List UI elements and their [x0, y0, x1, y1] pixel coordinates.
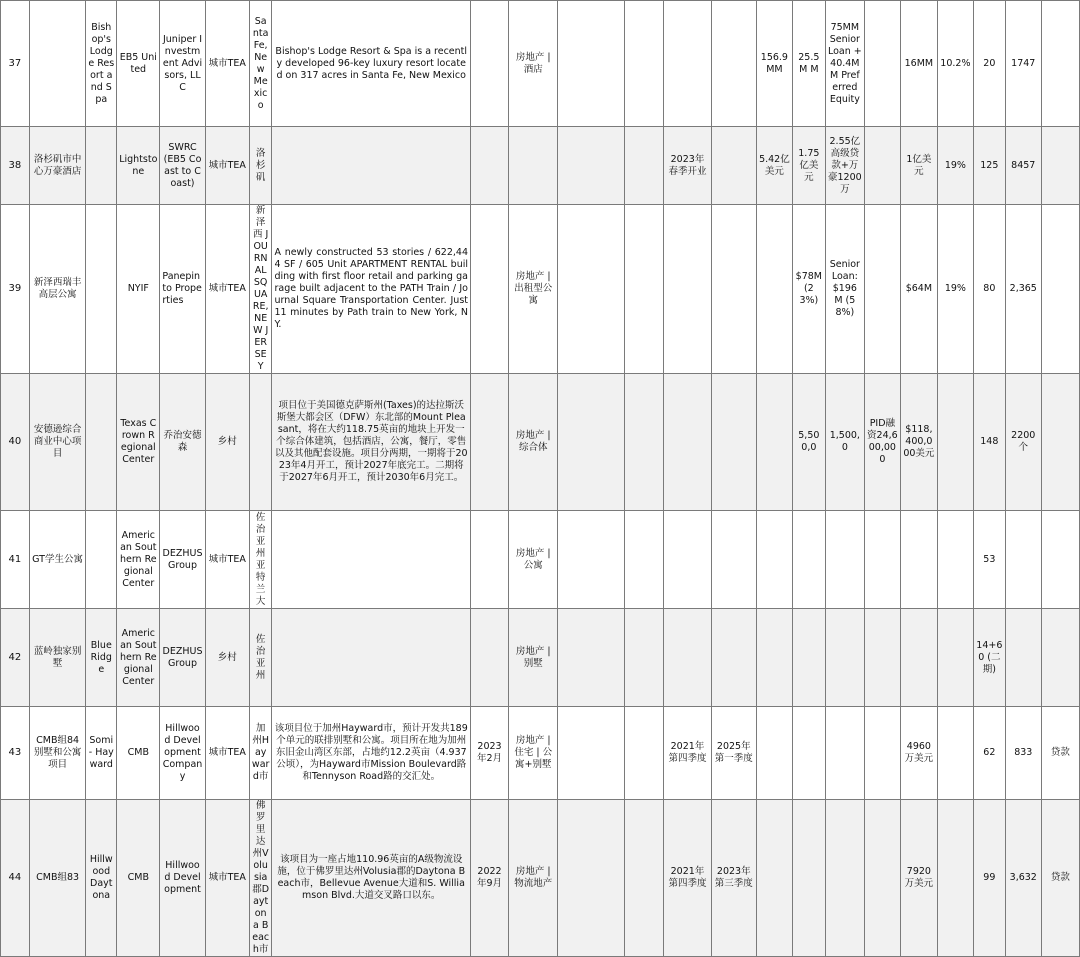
project-description: 项目位于美国德克萨斯州(Taxes)的达拉斯沃斯堡大都会区（DFW）东北部的Mount Pleasant，将在大约118.75英亩的地块上开发一个综合体建筑，包括酒店，公寓，餐厅，零售以及其他配套设施。项目分两期，一期将于2023年4月开工，预计2027年底完工。二期将于2027年6月开工，预计2030年6月完工。	[272, 374, 471, 511]
developer: Juniper Investment Advisors, LLC	[160, 1, 205, 127]
note	[1041, 374, 1079, 511]
rate	[937, 374, 973, 511]
pid-financing	[864, 1, 900, 127]
investor-count: 20	[973, 1, 1005, 127]
total-investment	[756, 511, 792, 609]
table-row	[1, 1, 1080, 127]
raise-amount: 1亿美元	[900, 127, 937, 205]
end-date	[711, 205, 756, 374]
investor-count: 53	[973, 511, 1005, 609]
developer: 乔治安德森	[160, 374, 205, 511]
regional-center: CMB	[117, 707, 160, 800]
tea-type: 城市TEA	[205, 511, 249, 609]
start-date: 2023年春季开业	[664, 127, 711, 205]
investor-count: 148	[973, 374, 1005, 511]
col-blank-1	[558, 374, 625, 511]
raise-amount: 16MM	[900, 1, 937, 127]
project-brand	[86, 127, 117, 205]
job-count: 3,632	[1005, 800, 1041, 957]
pid-financing	[864, 707, 900, 800]
table-row	[1, 374, 1080, 511]
col-blank-2	[625, 374, 664, 511]
end-date	[711, 511, 756, 609]
project-description	[272, 511, 471, 609]
location: 加州Hayward市	[249, 707, 272, 800]
note: 贷款	[1041, 707, 1079, 800]
row-number: 43	[1, 707, 30, 800]
investor-count: 62	[973, 707, 1005, 800]
tea-type: 城市TEA	[205, 707, 249, 800]
eb5-amount	[792, 511, 825, 609]
rate: 19%	[937, 127, 973, 205]
row-number: 38	[1, 127, 30, 205]
pid-financing	[864, 511, 900, 609]
project-brand: Somi - Hayward	[86, 707, 117, 800]
developer: Panepinto Properties	[160, 205, 205, 374]
start-date	[664, 609, 711, 707]
col-blank-2	[625, 205, 664, 374]
project-name: 安德逊综合商业中心项目	[29, 374, 86, 511]
eb5-amount	[792, 800, 825, 957]
project-brand	[86, 511, 117, 609]
senior-loan: Senior Loan: $196 M (58%)	[825, 205, 864, 374]
location	[249, 374, 272, 511]
table-row	[1, 127, 1080, 205]
developer: Hillwood Development	[160, 800, 205, 957]
senior-loan: 75MM Senior Loan + 40.4M M Preferred Equity	[825, 1, 864, 127]
date	[471, 609, 509, 707]
end-date	[711, 609, 756, 707]
total-investment	[756, 800, 792, 957]
project-name: 洛杉矶市中心万豪酒店	[29, 127, 86, 205]
total-investment	[756, 707, 792, 800]
senior-loan: 1,500,0	[825, 374, 864, 511]
category: 房地产 | 出租型公寓	[509, 205, 558, 374]
pid-financing	[864, 127, 900, 205]
regional-center: Texas Crown Regional Center	[117, 374, 160, 511]
project-description	[272, 609, 471, 707]
row-number: 42	[1, 609, 30, 707]
note	[1041, 205, 1079, 374]
raise-amount: $64M	[900, 205, 937, 374]
rate: 19%	[937, 205, 973, 374]
date: 2022年9月	[471, 800, 509, 957]
rate	[937, 800, 973, 957]
table-row	[1, 800, 1080, 957]
developer: Hillwood Development Company	[160, 707, 205, 800]
end-date	[711, 374, 756, 511]
tea-type: 城市TEA	[205, 1, 249, 127]
total-investment: 156.9 MM	[756, 1, 792, 127]
date	[471, 127, 509, 205]
start-date	[664, 205, 711, 374]
total-investment	[756, 609, 792, 707]
end-date	[711, 127, 756, 205]
job-count: 2,365	[1005, 205, 1041, 374]
note	[1041, 511, 1079, 609]
senior-loan	[825, 800, 864, 957]
start-date: 2021年第四季度	[664, 707, 711, 800]
job-count: 8457	[1005, 127, 1041, 205]
location: 新泽西 JOURNAL SQUARE, NEW JERSEY	[249, 205, 272, 374]
category: 房地产 | 综合体	[509, 374, 558, 511]
raise-amount	[900, 609, 937, 707]
senior-loan	[825, 609, 864, 707]
tea-type: 乡村	[205, 609, 249, 707]
rate	[937, 707, 973, 800]
project-name: CMB组84别墅和公寓项目	[29, 707, 86, 800]
note	[1041, 1, 1079, 127]
col-blank-1	[558, 800, 625, 957]
project-brand: Hillwood Daytona	[86, 800, 117, 957]
location: 洛杉矶	[249, 127, 272, 205]
date	[471, 1, 509, 127]
project-description	[272, 127, 471, 205]
note	[1041, 127, 1079, 205]
developer: SWRC (EB5 Coast to Coast)	[160, 127, 205, 205]
category: 房地产 | 酒店	[509, 1, 558, 127]
project-brand: Blue Ridge	[86, 609, 117, 707]
col-blank-1	[558, 205, 625, 374]
pid-financing	[864, 800, 900, 957]
project-name: CMB组83	[29, 800, 86, 957]
job-count: 833	[1005, 707, 1041, 800]
location: 佐治亚州亚特兰大	[249, 511, 272, 609]
developer: DEZHUS Group	[160, 511, 205, 609]
eb5-amount: $78M (23%)	[792, 205, 825, 374]
raise-amount: $118,400,000美元	[900, 374, 937, 511]
investor-count: 14+60 (二期)	[973, 609, 1005, 707]
col-blank-2	[625, 511, 664, 609]
eb5-amount: 25.5M M	[792, 1, 825, 127]
note: 贷款	[1041, 800, 1079, 957]
job-count: 1747	[1005, 1, 1041, 127]
raise-amount	[900, 511, 937, 609]
location: 佛罗里达州Volusia郡Daytona Beach市	[249, 800, 272, 957]
start-date	[664, 374, 711, 511]
job-count	[1005, 609, 1041, 707]
row-number: 44	[1, 800, 30, 957]
row-number: 41	[1, 511, 30, 609]
col-blank-1	[558, 511, 625, 609]
col-blank-2	[625, 609, 664, 707]
date	[471, 374, 509, 511]
location: 佐治亚州	[249, 609, 272, 707]
regional-center: NYIF	[117, 205, 160, 374]
job-count: 2200个	[1005, 374, 1041, 511]
project-brand	[86, 374, 117, 511]
date	[471, 205, 509, 374]
investor-count: 125	[973, 127, 1005, 205]
end-date: 2025年第一季度	[711, 707, 756, 800]
project-name	[29, 1, 86, 127]
col-blank-2	[625, 800, 664, 957]
project-description: 该项目位于加州Hayward市，预计开发共189个单元的联排别墅和公寓。项目所在地为加州东旧金山湾区东部，占地约12.2英亩（4.937公顷），为Hayward市Mission Boulevard路和Tennyson Road路的交汇处。	[272, 707, 471, 800]
tea-type: 乡村	[205, 374, 249, 511]
col-blank-1	[558, 1, 625, 127]
total-investment	[756, 205, 792, 374]
table-row	[1, 609, 1080, 707]
start-date	[664, 1, 711, 127]
investor-count: 99	[973, 800, 1005, 957]
start-date	[664, 511, 711, 609]
rate	[937, 511, 973, 609]
eb5-amount	[792, 707, 825, 800]
regional-center: Lightstone	[117, 127, 160, 205]
col-blank-1	[558, 707, 625, 800]
project-description: 该项目为一座占地110.96英亩的A级物流设施，位于佛罗里达州Volusia郡的Daytona Beach市，Bellevue Avenue大道和S. Williamson Blvd.大道交叉路口以东。	[272, 800, 471, 957]
raise-amount: 4960万美元	[900, 707, 937, 800]
project-description: Bishop's Lodge Resort & Spa is a recently developed 96-key luxury resort located on 317 acres in Santa Fe, New Mexico	[272, 1, 471, 127]
col-blank-2	[625, 707, 664, 800]
table-row	[1, 205, 1080, 374]
tea-type: 城市TEA	[205, 800, 249, 957]
date: 2023年2月	[471, 707, 509, 800]
location: Santa Fe, New Mexico	[249, 1, 272, 127]
project-brand: Bishop's Lodge Resort and Spa	[86, 1, 117, 127]
tea-type: 城市TEA	[205, 127, 249, 205]
regional-center: EB5 United	[117, 1, 160, 127]
end-date: 2023年第三季度	[711, 800, 756, 957]
col-blank-1	[558, 127, 625, 205]
end-date	[711, 1, 756, 127]
total-investment: 5.42亿美元	[756, 127, 792, 205]
investor-count: 80	[973, 205, 1005, 374]
senior-loan	[825, 511, 864, 609]
note	[1041, 609, 1079, 707]
pid-financing	[864, 205, 900, 374]
col-blank-1	[558, 609, 625, 707]
category: 房地产 | 住宅 | 公寓+别墅	[509, 707, 558, 800]
total-investment	[756, 374, 792, 511]
category: 房地产 | 公寓	[509, 511, 558, 609]
pid-financing: PID融资24,600,000	[864, 374, 900, 511]
table-row	[1, 511, 1080, 609]
senior-loan: 2.55亿高级贷款+万豪1200万	[825, 127, 864, 205]
row-number: 39	[1, 205, 30, 374]
raise-amount: 7920万美元	[900, 800, 937, 957]
category: 房地产 | 别墅	[509, 609, 558, 707]
regional-center: American Southern Regional Center	[117, 511, 160, 609]
project-brand	[86, 205, 117, 374]
row-number: 37	[1, 1, 30, 127]
eb5-amount: 5,500,0	[792, 374, 825, 511]
col-blank-2	[625, 127, 664, 205]
category: 房地产 | 物流地产	[509, 800, 558, 957]
table-row	[1, 707, 1080, 800]
start-date: 2021年第四季度	[664, 800, 711, 957]
project-name: GT学生公寓	[29, 511, 86, 609]
senior-loan	[825, 707, 864, 800]
col-blank-2	[625, 1, 664, 127]
job-count	[1005, 511, 1041, 609]
project-description: A newly constructed 53 stories / 622,444 SF / 605 Unit APARTMENT RENTAL building with first floor retail and parking garage built adjacent to the PATH Train / Journal Square Transportation Center. Just 11 minutes by Path train to New York, NY.	[272, 205, 471, 374]
pid-financing	[864, 609, 900, 707]
developer: DEZHUS Group	[160, 609, 205, 707]
rate: 10.2%	[937, 1, 973, 127]
project-name: 蓝岭独家别墅	[29, 609, 86, 707]
rate	[937, 609, 973, 707]
regional-center: CMB	[117, 800, 160, 957]
regional-center: American Southern Regional Center	[117, 609, 160, 707]
tea-type: 城市TEA	[205, 205, 249, 374]
eb5-amount: 1.75亿美元	[792, 127, 825, 205]
project-name: 新泽西瑞丰高层公寓	[29, 205, 86, 374]
row-number: 40	[1, 374, 30, 511]
category	[509, 127, 558, 205]
eb5-amount	[792, 609, 825, 707]
date	[471, 511, 509, 609]
